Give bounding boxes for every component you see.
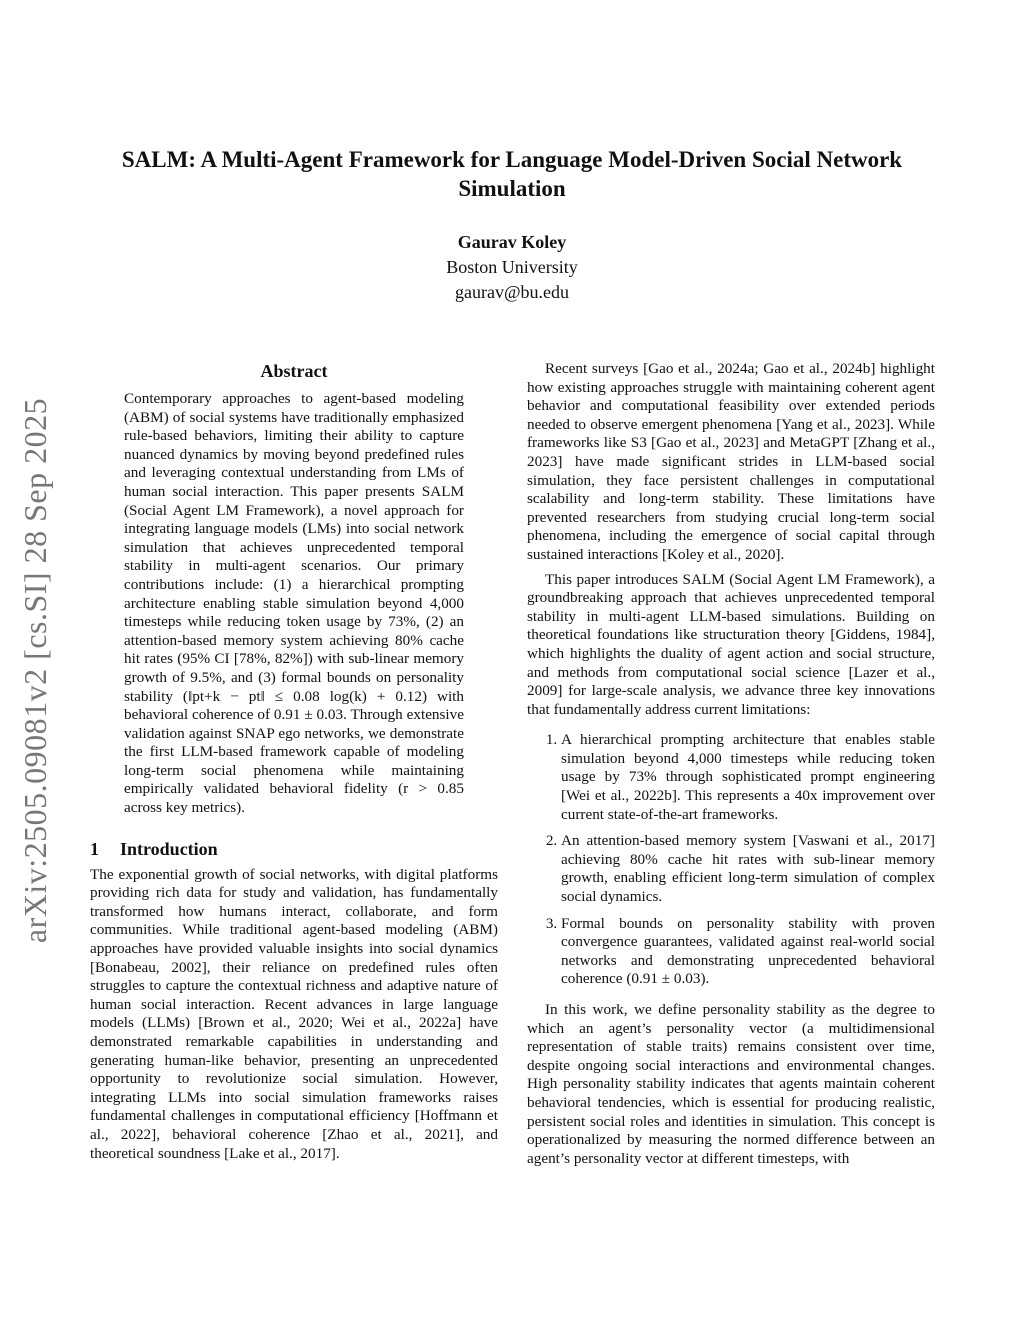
left-column: [90, 360, 498, 1163]
section-number: 1: [90, 838, 99, 859]
intro-paragraph-1: The exponential growth of social networks, with digital platforms providing rich data for study and validation, has fundamentally transformed how humans interact, collaborate, and form communities. While traditional agent-based modeling (ABM) approaches have provided valuable insights into social dynamics [Bonabeau, 2002], their reliance on predefined rules often struggles to capture the contextual richness and adaptive nature of human social interaction. Recent advances in large language models (LLMs) [Brown et al., 2020; Wei et al., 2022a] have demonstrated remarkable capabilities in understanding and generating human-like behavior, presenting an unprecedented opportunity to revolutionize social simulation. However, integrating LLMs into social simulation frameworks raises fundamental challenges in computational efficiency [Hoffmann et al., 2022], behavioral coherence [Zhao et al., 2021], and theoretical soundness [Lake et al., 2017].: [90, 865, 498, 1162]
contributions-list: [527, 731, 935, 989]
paper-title: SALM: A Multi-Agent Framework for Language Model-Driven Social Network Simulation: [121, 147, 903, 201]
abstract-heading: Abstract: [260, 361, 328, 381]
intro-paragraph-3: This paper introduces SALM (Social Agent LM Framework), a groundbreaking approach that achieves unprecedented temporal stability in multi-agent LLM-based simulations. Building on theoretical foundations like structuration theory [Giddens, 1984], which highlights the duality of agent action and social structure, and methods from computational social science [Lazer et al., 2009] for large-scale analysis, we advance three key innovations that fundamentally address current limitations:: [527, 570, 935, 718]
right-column: [527, 360, 935, 1168]
arxiv-identifier-text: arXiv:2505.09081v2 [cs.SI] 28 Sep 2025: [17, 397, 54, 943]
list-item: 2. An attention-based memory system [Vaswani et al., 2017] achieving 80% cache hit rates with sub-linear memory growth, enabling efficient long-term simulation of complex social dynamics.: [561, 832, 935, 906]
intro-paragraph-2: Recent surveys [Gao et al., 2024a; Gao et al., 2024b] highlight how existing approaches struggle with maintaining coherent agent behavior and computational feasibility over extended periods needed to observe emergent phenomena [Yang et al., 2023]. While frameworks like S3 [Gao et al., 2023] and MetaGPT [Zhang et al., 2023] have made significant strides in LLM-based social simulation, they face persistent challenges in computational scalability and long-term stability. These limitations have prevented researchers from studying crucial long-term social phenomena, including the emergence of social capital through sustained interactions [Koley et al., 2020].: [527, 360, 935, 563]
author-affiliation: Boston University: [446, 257, 578, 277]
section-title: Introduction: [120, 838, 218, 859]
list-item: 3. Formal bounds on personality stability with proven convergence guarantees, validated against real-world social networks and demonstrating unprecedented behavioral coherence (0.91 ± 0.03).: [561, 915, 935, 989]
author-email: gaurav@bu.edu: [454, 282, 570, 302]
list-item: 1. A hierarchical prompting architecture that enables stable simulation beyond 4,000 timesteps while reducing token usage by 73% through sophisticated prompt engineering [Wei et al., 2022b]. This represents a 40x improvement over current state-of-the-art frameworks.: [561, 731, 935, 824]
abstract-text: Contemporary approaches to agent-based modeling (ABM) of social systems have traditionally emphasized rule-based behaviors, limiting their ability to capture nuanced dynamics by moving beyond predefined rules and leveraging contextual understanding from LMs of human social interaction. This paper presents SALM (Social Agent LM Framework), a novel approach for integrating language models (LMs) into social network simulation that achieves unprecedented temporal stability in multi-agent scenarios. Our primary contributions include: (1) a hierarchical prompting architecture enabling stable simulation beyond 4,000 timesteps while reducing token usage by 73%, (2) an attention-based memory system achieving 80% cache hit rates (95% CI [78%, 82%]) with sub-linear memory growth of 9.5%, and (3) formal bounds on personality stability (‖pt+k − pt‖ ≤ 0.08 log(k) + 0.12) with behavioral coherence of 0.91 ± 0.03. Through extensive validation against SNAP ego networks, we demonstrate the first LLM-based framework capable of modeling long-term social phenomena while maintaining empirically validated behavioral fidelity (r > 0.85 across key metrics).: [124, 390, 464, 817]
author-name: Gaurav Koley: [457, 232, 567, 252]
author-block: [0, 230, 1024, 305]
arxiv-identifier: [12, 380, 60, 960]
intro-paragraph-4: In this work, we define personality stability as the degree to which an agent’s personality vector (a multidimensional representation of stable traits) remains consistent over time, despite ongoing social interactions and environmental changes. High personality stability indicates that agents maintain coherent behavioral tendencies, which is essential for producing realistic, persistent social roles and identities in simulation. This concept is operationalized by measuring the normed difference between an agent’s personality vector at different timesteps, with: [527, 1001, 935, 1167]
section-heading-introduction: [90, 838, 498, 860]
